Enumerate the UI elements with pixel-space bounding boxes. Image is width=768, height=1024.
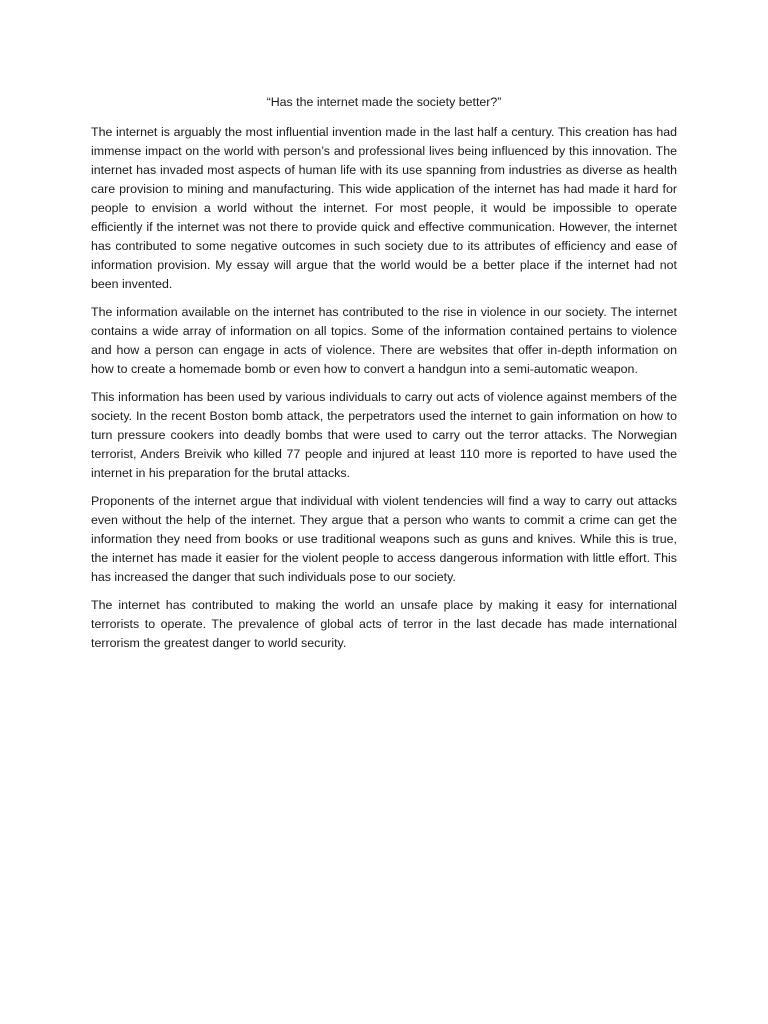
paragraph-5: The internet has contributed to making the world an unsafe place by making it easy for international terrorists to operate. The prevalence of global acts of terror in the last decade has made international terrorism the greatest danger to world security.: [91, 598, 677, 650]
paragraph-2: The information available on the internet has contributed to the rise in violence in our society. The internet contains a wide array of information on all topics. Some of the information contained pertains to violence and how a person can engage in acts of violence. There are websites that offer in-depth information on how to create a homemade bomb or even how to convert a handgun into a semi-automatic weapon.: [91, 305, 677, 376]
essay-title: “Has the internet made the society better?”: [266, 95, 502, 109]
paragraph-1: The internet is arguably the most influential invention made in the last half a century. This creation has had immense impact on the world with person’s and professional lives being influenced by this innovation. The internet has invaded most aspects of human life with its use spanning from industries as diverse as health care provision to mining and manufacturing. This wide application of the internet has had made it hard for people to envision a world without the internet. For most people, it would be impossible to operate efficiently if the internet was not there to provide quick and effective communication. However, the internet has contributed to some negative outcomes in such society due to its attributes of efficiency and ease of information provision. My essay will argue that the world would be a better place if the internet had not been invented.: [91, 125, 677, 291]
document-body: [91, 93, 677, 662]
paragraph-4: Proponents of the internet argue that individual with violent tendencies will find a way to carry out attacks even without the help of the internet. They argue that a person who wants to commit a crime can get the information they need from books or use traditional weapons such as guns and knives. While this is true, the internet has made it easier for the violent people to access dangerous information with little effort. This has increased the danger that such individuals pose to our society.: [91, 494, 677, 584]
paragraph-3: This information has been used by various individuals to carry out acts of violence against members of the society. In the recent Boston bomb attack, the perpetrators used the internet to gain information on how to turn pressure cookers into deadly bombs that were used to carry out the terror attacks. The Norwegian terrorist, Anders Breivik who killed 77 people and injured at least 110 more is reported to have used the internet in his preparation for the brutal attacks.: [91, 390, 677, 480]
